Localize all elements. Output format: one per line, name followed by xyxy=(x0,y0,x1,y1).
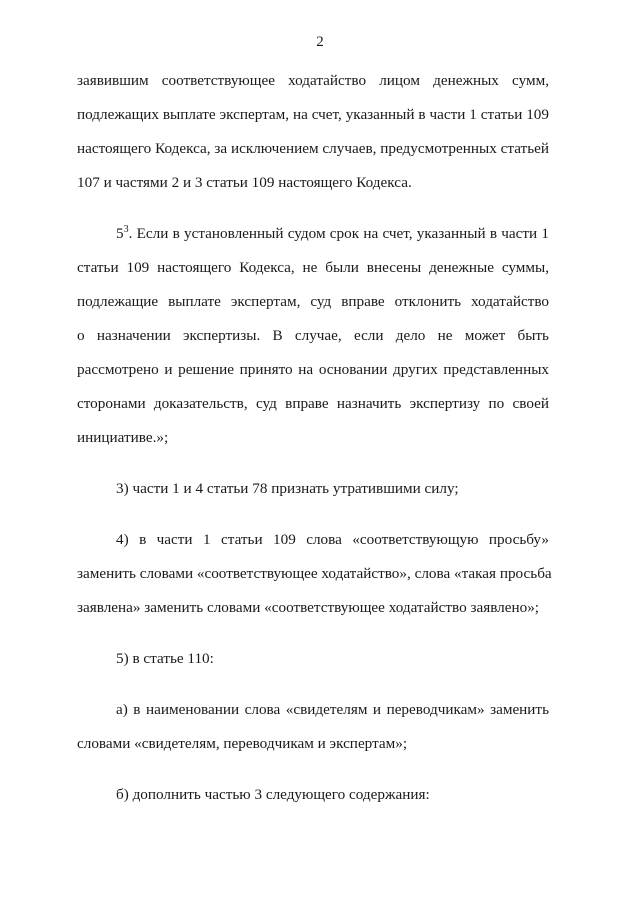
text-line: словами «свидетелям, переводчикам и экспертам»; xyxy=(77,735,408,752)
text-line-content: . Если в установленный судом срок на счет, указанный в части 1 xyxy=(128,225,549,242)
paragraph-item-4 xyxy=(77,523,552,625)
paragraph-item-5a xyxy=(77,693,549,761)
text-line: 4) в части 1 статьи 109 слова «соответствующую просьбу» xyxy=(116,531,549,548)
paragraph-item-5 xyxy=(77,642,549,676)
text-line: а) в наименовании слова «свидетелям и переводчикам» заменить xyxy=(116,701,549,718)
text-line: подлежащие выплате экспертам, суд вправе отклонить ходатайство xyxy=(77,293,549,310)
text-line: подлежащих выплате экспертам, на счет, указанный в части 1 статьи 109 xyxy=(77,106,549,123)
page-number: 2 xyxy=(316,34,324,50)
part-superscript: 3 xyxy=(123,224,129,235)
text-line: б) дополнить частью 3 следующего содержания: xyxy=(116,786,430,803)
text-line: заявлена» заменить словами «соответствующее ходатайство заявлено»; xyxy=(77,599,540,616)
text-line: 107 и частями 2 и 3 статьи 109 настоящего Кодекса. xyxy=(77,174,412,191)
text-line: 3) части 1 и 4 статьи 78 признать утратившими силу; xyxy=(116,480,459,497)
paragraph-part-5-3 xyxy=(77,217,549,455)
text-line: настоящего Кодекса, за исключением случаев, предусмотренных статьей xyxy=(77,140,549,157)
paragraph-continuation xyxy=(77,64,549,200)
paragraph-item-3 xyxy=(77,472,549,506)
text-line: заявившим соответствующее ходатайство лицом денежных сумм, xyxy=(77,72,549,89)
part-number: 5 xyxy=(116,225,124,242)
text-line: сторонами доказательств, суд вправе назначить экспертизу по своей xyxy=(77,395,549,412)
document-body xyxy=(77,64,552,812)
text-line: инициативе.»; xyxy=(77,429,169,446)
paragraph-item-5b xyxy=(77,778,549,812)
text-line: 5) в статье 110: xyxy=(116,650,214,667)
text-line: заменить словами «соответствующее ходатайство», слова «такая просьба xyxy=(77,565,552,582)
text-line: о назначении экспертизы. В случае, если дело не может быть xyxy=(77,327,549,344)
text-line: рассмотрено и решение принято на основании других представленных xyxy=(77,361,549,378)
text-line xyxy=(77,217,549,251)
text-line: статьи 109 настоящего Кодекса, не были внесены денежные суммы, xyxy=(77,259,549,276)
